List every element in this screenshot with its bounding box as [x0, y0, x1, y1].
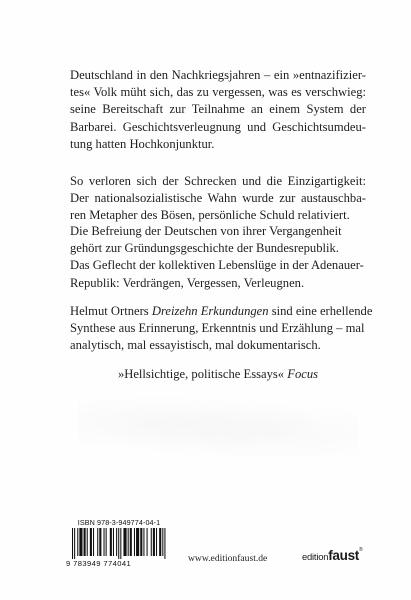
barcode-bar	[110, 528, 112, 556]
barcode-bar	[118, 528, 119, 559]
barcode-bar	[123, 528, 126, 556]
text-line: tes« Volk müht sich, das zu vergessen, was es verschwieg:	[70, 85, 366, 100]
barcode-bar	[74, 528, 75, 559]
barcode-bar	[120, 528, 121, 559]
blurb-paragraph-1	[70, 67, 366, 153]
barcode-bar	[153, 528, 155, 556]
isbn-label: ISBN 978-3-949774-04-1	[77, 518, 161, 527]
barcode-bar	[116, 528, 117, 556]
barcode-bar	[162, 528, 163, 556]
logo-registered-mark: ®	[359, 547, 363, 553]
text-line: gehört zur Gründungsgeschichte der Bundesrepublik.	[70, 241, 339, 256]
text-line: So verloren sich der Schrecken und die Einzigartigkeit:	[70, 174, 366, 188]
barcode-bar	[99, 528, 101, 556]
publisher-logo	[302, 547, 363, 565]
barcode-bar	[72, 528, 73, 559]
logo-faust: faust	[328, 548, 359, 563]
barcode-bars	[70, 528, 168, 559]
blurb-paragraph-2	[70, 173, 366, 225]
text-line: Der nationalsozialistische Wahn wurde zur austauschba-	[70, 191, 366, 206]
quote-source: Focus	[287, 367, 319, 381]
text-line: tung hatten Hochkonjunktur.	[70, 136, 215, 151]
text-line: Die Befreiung der Deutschen von ihrer Vergangenheit	[70, 224, 342, 238]
book-title: Dreizehn Erkundungen	[151, 304, 269, 318]
text-line: Deutschland in den Nachkriegsjahren – ein »entnazifizier-	[70, 68, 366, 82]
barcode-bar	[84, 528, 86, 556]
barcode-bar	[130, 528, 132, 556]
barcode-bar	[97, 528, 98, 556]
barcode-bar	[164, 528, 165, 559]
text-fragment: Helmut Ortners	[70, 304, 152, 318]
publisher-url: www.editionfaust.de	[188, 553, 268, 564]
quote-text: »Hellsichtige, politische Essays«	[117, 367, 288, 381]
text-line: seine Bereitschaft zur Teilnahme an einem System der	[70, 102, 366, 117]
logo-edition: edition	[302, 551, 329, 562]
text-line: Republik: Verdrängen, Vergessen, Verleugnen.	[70, 275, 305, 290]
blurb-paragraph-4	[70, 303, 373, 355]
text-line	[70, 303, 373, 320]
barcode-bar	[136, 528, 139, 556]
barcode-bar	[90, 528, 92, 556]
barcode-bar	[106, 528, 107, 556]
text-fragment: sind eine erhellende	[268, 304, 373, 318]
text-line: ren Metapher des Bösen, persönliche Schuld relativiert.	[70, 208, 350, 223]
barcode-bar	[134, 528, 135, 556]
barcode-bar	[151, 528, 152, 556]
barcode-bar	[156, 528, 157, 556]
text-line: Synthese aus Erinnerung, Erkenntnis und Erzählung – mal	[70, 321, 365, 336]
barcode-bar	[143, 528, 144, 556]
barcode-bar	[128, 528, 129, 556]
barcode-bar	[147, 528, 148, 556]
barcode-bar	[93, 528, 94, 556]
barcode-bar	[113, 528, 114, 556]
barcode-bar	[87, 528, 88, 556]
barcode-bar	[77, 528, 78, 556]
barcode-bar	[159, 528, 161, 556]
text-line: Barbarei. Geschichtsverleugnung und Geschichtsumdeu-	[70, 119, 366, 134]
paper-show-through	[78, 398, 358, 458]
blurb-paragraph-3	[70, 223, 366, 292]
text-line: analytisch, mal essayistisch, mal dokumentarisch.	[70, 338, 321, 353]
barcode-bar	[140, 528, 142, 556]
press-quote	[70, 366, 366, 383]
barcode-digits: 9 783949 774041	[66, 559, 132, 568]
text-line: Das Geflecht der kollektiven Lebenslüge in der Adenauer-	[70, 258, 364, 273]
barcode-bar	[79, 528, 82, 556]
isbn-barcode	[66, 518, 172, 568]
barcode-bar	[104, 528, 105, 556]
